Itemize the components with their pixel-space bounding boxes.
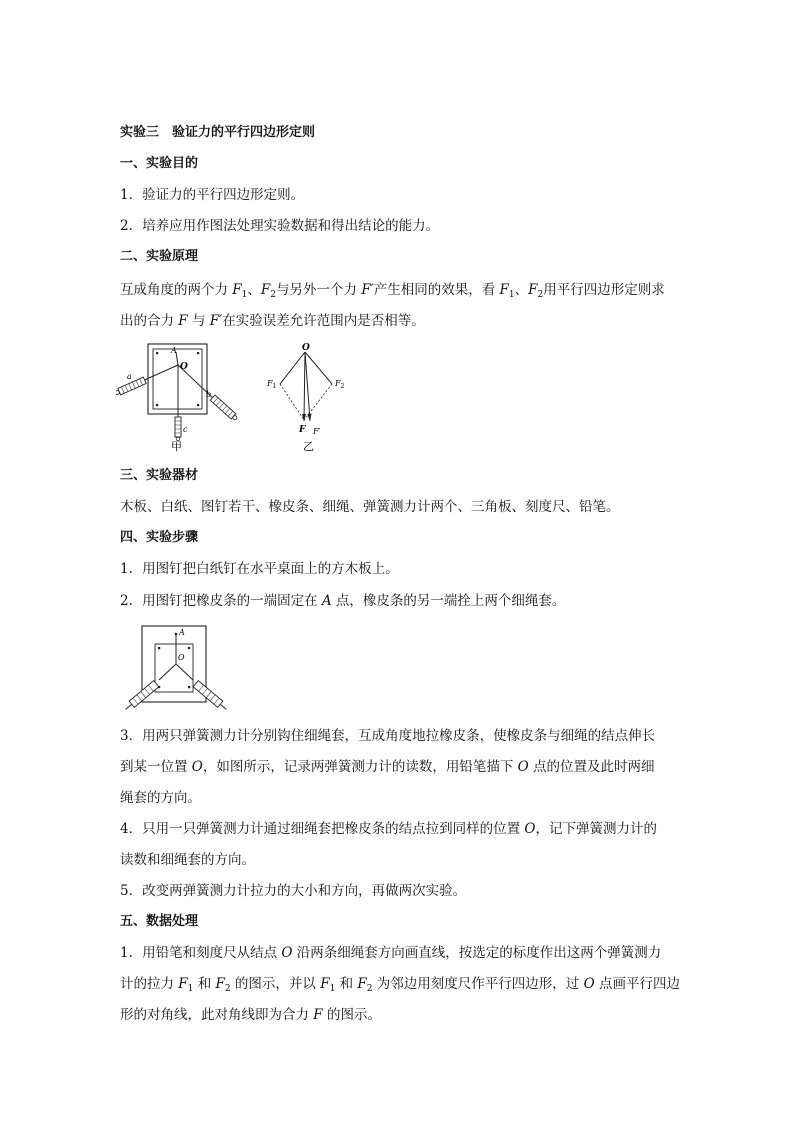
purpose-item-2: 2．培养应用作图法处理实验数据和得出结论的能力。 [120, 218, 440, 234]
label-F2: $F_2$ [335, 379, 345, 390]
step-3-line-3: 绳套的方向。 [120, 790, 201, 806]
label-O: O [180, 362, 188, 372]
label-O: O [302, 343, 310, 353]
data-line-2: 计的拉力 $F_1$ 和 $F_2$ 的图示，并以 $F_1$ 和 $F_2$ 为邻边用刻度尺作平行四边形，过 O 点画平行四边 [120, 976, 680, 994]
label-c: c [183, 425, 188, 434]
step-4-line-1: 4．只用一只弹簧测力计通过细绳套把橡皮条的结点拉到同样的位置 O，记下弹簧测力计的 [120, 821, 657, 837]
equipment-text: 木板、白纸、图钉若干、橡皮条、细绳、弹簧测力计两个、三角板、刻度尺、铅笔。 [120, 499, 620, 515]
principle-line-1: 互成角度的两个力 $F_1$、$F_2$与另外一个力 F′产生相同的效果，看 $F_1$、$F_2$用平行四边形定则求 [120, 282, 665, 300]
step-3-line-2: 到某一位置 O，如图所示，记录两弹簧测力计的读数，用铅笔描下 O 点的位置及此时两细 [120, 759, 655, 775]
section-heading-principle: 二、实验原理 [120, 249, 199, 264]
label-O: O [178, 653, 185, 662]
section-heading-data: 五、数据处理 [120, 914, 199, 929]
section-heading-purpose: 一、实验目的 [120, 156, 199, 171]
step-5: 5．改变两弹簧测力计拉力的大小和方向，再做两次实验。 [120, 883, 467, 899]
label-A: A [179, 628, 185, 637]
caption-jia: 甲 [171, 440, 182, 453]
label-F: F [299, 425, 306, 435]
label-b: b [206, 390, 212, 399]
data-line-3: 形的对角线，此对角线即为合力 F 的图示。 [120, 1007, 381, 1023]
label-A: A [171, 346, 177, 355]
label-F-prime: F′ [313, 427, 321, 436]
principle-line-2: 出的合力 F 与 F′在实验误差允许范围内是否相等。 [120, 313, 425, 329]
section-heading-equipment: 三、实验器材 [120, 468, 199, 483]
label-a: a [127, 372, 132, 381]
step-1: 1．用图钉把白纸钉在水平桌面上的方木板上。 [120, 561, 399, 577]
section-heading-steps: 四、实验步骤 [120, 530, 199, 545]
figure-step-setup [116, 624, 232, 712]
step-2: 2．用图钉把橡皮条的一端固定在 A 点，橡皮条的另一端拴上两个细绳套。 [120, 593, 566, 609]
figure-jia [116, 342, 242, 456]
figure-yi [262, 340, 352, 458]
data-line-1: 1．用铅笔和刻度尺从结点 O 沿两条细绳套方向画直线，按选定的标度作出这两个弹簧测力 [120, 945, 662, 961]
label-F1: $F_1$ [267, 379, 277, 390]
purpose-item-1: 1．验证力的平行四边形定则。 [120, 187, 305, 203]
step-4-line-2: 读数和细绳套的方向。 [120, 852, 255, 868]
doc-title: 实验三 验证力的平行四边形定则 [120, 125, 316, 140]
paper [155, 644, 193, 692]
step-3-line-1: 3．用两只弹簧测力计分别钩住细绳套，互成角度地拉橡皮条，使橡皮条与细绳的结点伸长 [120, 728, 656, 744]
caption-yi: 乙 [303, 440, 314, 453]
